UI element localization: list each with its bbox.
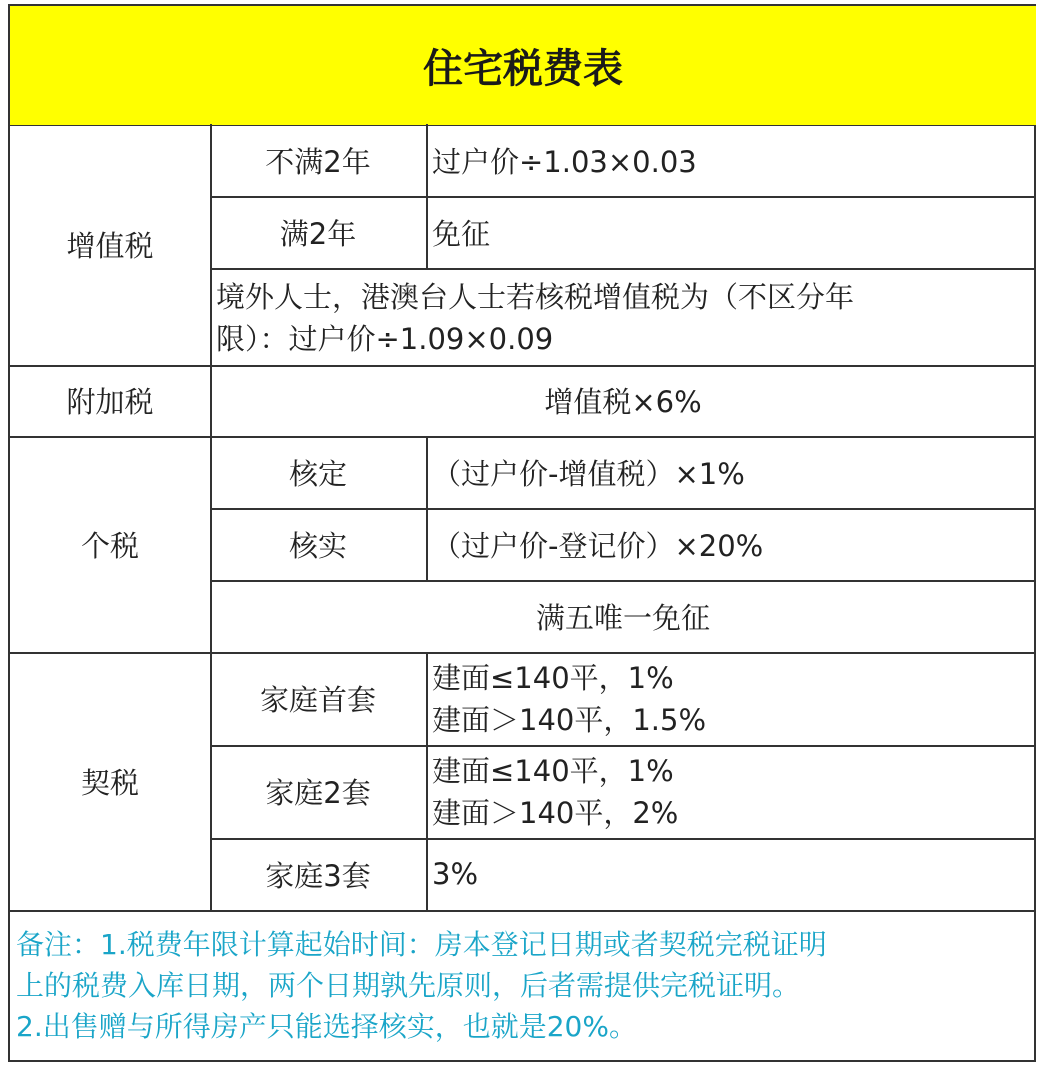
income-tax-actual-formula: （过户价-登记价）×20% [432, 528, 764, 563]
tax-table [8, 4, 1036, 1062]
vat-over2-label: 满2年 [279, 216, 357, 251]
deed-tax-first-value [426, 652, 1036, 745]
notes [16, 924, 1026, 1047]
income-tax-actual-label: 核实 [288, 528, 347, 563]
vat-foreign-line2: 限）：过户价÷1.09×0.09 [216, 322, 554, 356]
surcharge-formula: 增值税×6% [544, 385, 702, 419]
deed-tax-first-line2: 建面＞140平，1.5% [432, 703, 707, 737]
income-tax-assessed-label: 核定 [288, 456, 347, 491]
deed-tax-second-line2: 建面＞140平，2% [432, 796, 679, 830]
note-line3: 2.出售赠与所得房产只能选择核实，也就是20%。 [16, 1010, 637, 1043]
vat-over2-value: 免征 [432, 216, 491, 251]
note-line1: 备注：1.税费年限计算起始时间：房本登记日期或者契税完税证明 [16, 928, 827, 961]
table-title: 住宅税费表 [10, 6, 1036, 126]
income-tax-label: 个税 [80, 528, 139, 563]
surcharge-label: 附加税 [66, 385, 154, 419]
deed-tax-second-label: 家庭2套 [265, 776, 371, 810]
vat-label: 增值税 [66, 229, 154, 263]
deed-tax-first-label: 家庭首套 [259, 683, 376, 717]
deed-tax-second-value [426, 745, 1036, 838]
deed-tax-label: 契税 [80, 765, 139, 800]
vat-under2-formula: 过户价÷1.03×0.03 [432, 144, 697, 179]
deed-tax-third-label: 家庭3套 [265, 858, 371, 893]
income-tax-exempt: 满五唯一免征 [535, 600, 710, 635]
vat-under2-label: 不满2年 [265, 144, 371, 179]
income-tax-assessed-formula: （过户价-增值税）×1% [432, 456, 745, 491]
row-divider [10, 910, 1036, 912]
vat-foreign-note [210, 268, 1036, 365]
deed-tax-third-value: 3% [432, 857, 479, 891]
deed-tax-second-line1: 建面≤140平，1% [432, 754, 674, 788]
deed-tax-first-line1: 建面≤140平，1% [432, 661, 674, 695]
note-line2: 上的税费入库日期，两个日期孰先原则，后者需提供完税证明。 [16, 969, 801, 1002]
vat-foreign-line1: 境外人士，港澳台人士若核税增值税为（不区分年 [216, 280, 855, 314]
